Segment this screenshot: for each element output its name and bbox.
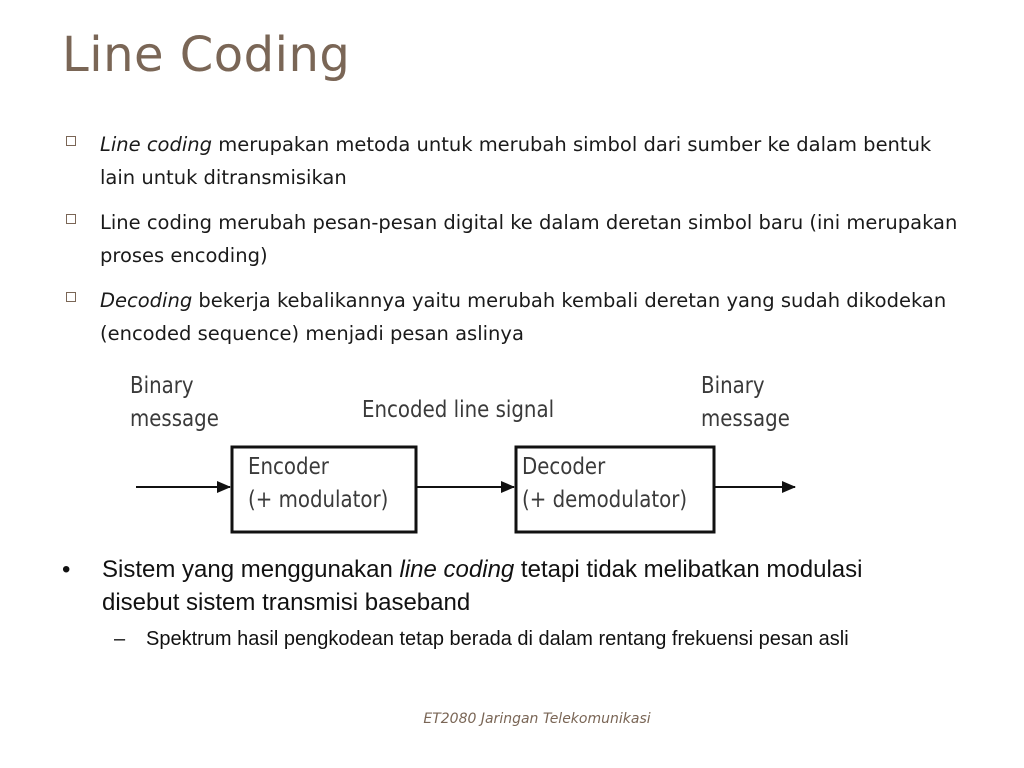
bullet-item: [62, 284, 962, 350]
encoder-label-line-2: (+ modulator): [248, 487, 389, 513]
input-label-line-2: message: [130, 406, 219, 432]
sub-bullet-text: Spektrum hasil pengkodean tetap berada di dalam rentang frekuensi pesan asli: [146, 628, 849, 650]
sub-bullet-item: [62, 625, 962, 654]
dash-bullet-icon: –: [114, 628, 126, 650]
output-label-line-1: Binary: [701, 373, 765, 399]
bullet-emphasis: Line coding: [100, 133, 213, 156]
decoder-label-line-1: Decoder: [522, 454, 606, 480]
lower-bullet-emphasis: line coding: [399, 556, 515, 583]
square-bullet-icon: [66, 136, 76, 146]
bullet-body: bekerja kebalikannya yaitu merubah kembali deretan yang sudah dikodekan (encoded sequence) menjadi pesan aslinya: [100, 289, 947, 345]
bullet-body: Line coding merubah pesan-pesan digital ke dalam deretan simbol baru (ini merupakan proses encoding): [100, 211, 958, 267]
bullet-list: [62, 128, 962, 362]
bullet-body: merupakan metoda untuk merubah simbol dari sumber ke dalam bentuk lain untuk ditransmisikan: [100, 133, 932, 189]
input-label-line-1: Binary: [130, 373, 194, 399]
line-coding-diagram: [128, 368, 818, 543]
bullet-text: [100, 206, 962, 272]
slide-title: Line Coding: [62, 27, 351, 83]
bullet-item: [62, 128, 962, 194]
lower-bullets: [62, 553, 962, 654]
square-bullet-icon: [66, 214, 76, 224]
square-bullet-icon: [66, 292, 76, 302]
bullet-emphasis: Decoding: [100, 289, 193, 312]
slide-footer: ET2080 Jaringan Telekomunikasi: [423, 711, 651, 727]
encoder-label-line-1: Encoder: [248, 454, 329, 480]
bullet-text: [100, 284, 962, 350]
lower-bullet-item: [62, 553, 962, 619]
bullet-text: [100, 128, 962, 194]
output-label-line-2: message: [701, 406, 790, 432]
lower-bullet-pre: Sistem yang menggunakan: [102, 556, 400, 583]
channel-label: Encoded line signal: [362, 397, 555, 423]
bullet-item: [62, 206, 962, 272]
lower-bullet-post: tetapi tidak melibatkan modulasi disebut sistem transmisi baseband: [102, 556, 863, 616]
bullet-dot-icon: •: [62, 556, 71, 583]
lower-bullet-text: [102, 553, 922, 619]
decoder-label-line-2: (+ demodulator): [522, 487, 688, 513]
